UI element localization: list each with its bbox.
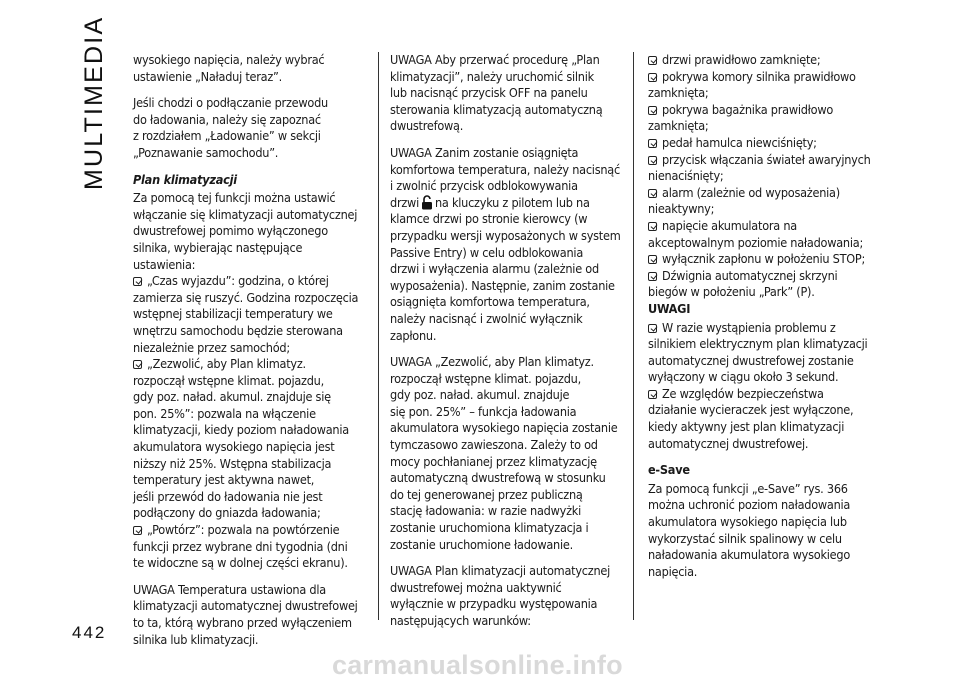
section-title: MULTIMEDIA	[80, 15, 108, 190]
unlock-icon	[421, 195, 433, 210]
list-item: przycisk włączania świateł awaryjnych nienaciśnięty;	[648, 151, 871, 184]
bullet-icon	[648, 189, 657, 198]
bullet-icon	[133, 360, 142, 369]
list-item: „Czas wyjazdu”: godzina, o której zamierza się ruszyć. Godzina rozpoczęcia wstępnej stabilizacji temperatury we wnętrzu samochodu będzie sterowana niezależnie przez samochód;	[133, 273, 359, 355]
paragraph: Za pomocą tej funkcji można ustawić włączanie się klimatyzacji automatycznej dwustrefowej pomimo wyłączonego silnika, wybierając następujące ustawienia:	[133, 190, 358, 272]
bullet-icon	[133, 526, 142, 535]
column-divider	[633, 52, 634, 620]
text-column-1	[133, 52, 373, 658]
list-item: wyłącznik zapłonu w położeniu STOP;	[648, 251, 888, 268]
paragraph: Jeśli chodzi o podłączanie przewodu do ładowania, należy się zapoznać z rozdziałem „Ładowanie” w sekcji „Poznawanie samochodu”.	[133, 95, 328, 160]
bullet-icon	[648, 73, 657, 82]
bullet-icon	[648, 156, 657, 165]
bullet-icon	[648, 222, 657, 231]
list-item: Ze względów bezpieczeństwa działanie wycieraczek jest wyłączone, kiedy aktywny jest plan klimatyzacji automatycznej dwustrefowej.	[648, 385, 854, 451]
paragraph: Za pomocą funkcji „e-Save” rys. 366 można uchronić poziom naładowania akumulatora wysokiego napięcia lub wykorzystać silnik spalinowy w celu naładowania akumulatora wysokiego napięcia.	[648, 480, 851, 579]
list-item: drzwi prawidłowo zamknięte;	[648, 52, 888, 69]
paragraph: UWAGA Aby przerwać procedurę „Plan klimatyzacji”, należy uruchomić silnik lub nacisnąć przycisk OFF na panelu sterowania klimatyzacją automatyczną dwustrefową.	[390, 52, 603, 134]
bullet-icon	[648, 390, 657, 399]
paragraph: wysokiego napięcia, należy wybrać ustawienie „Naładuj teraz”.	[133, 52, 325, 84]
bullet-icon	[133, 277, 142, 286]
paragraph: UWAGA Zanim zostanie osiągnięta komfortowa temperatura, należy nacisnąć i zwolnić przycisk odblokowywania drzwi na kluczyku z pilotem lub na klamce drzwi po stronie kierowcy (w przypadku wersji wyposażonych w system Passive Entry) w celu odblokowania drzwi i wyłączenia alarmu (zależnie od wyposażenia). Następnie, zanim zostanie osiągnięta komfortowa temperatura, należy nacisnąć i zwolnić wyłącznik zapłonu.	[390, 144, 621, 343]
list-item: alarm (zależnie od wyposażenia) nieaktywny;	[648, 184, 840, 217]
bullet-icon	[648, 56, 657, 65]
list-item: pokrywa bagażnika prawidłowo zamknięta;	[648, 101, 834, 134]
bullet-icon	[648, 106, 657, 115]
list-item: pokrywa komory silnika prawidłowo zamknięta;	[648, 68, 856, 101]
list-item: W razie wystąpienia problemu z silnikiem elektrycznym plan klimatyzacji automatycznej dwustrefowej zostanie wyłączony w ciągu około 3 sekund.	[648, 319, 868, 385]
bullet-icon	[648, 272, 657, 281]
paragraph: UWAGA „Zezwolić, aby Plan klimatyz. rozpoczął wstępne klimat. pojazdu, gdy poz. naład. akumul. znajduje się pon. 25%” – funkcja ładowania akumulatora wysokiego napięcia zostanie tymczasowo zawieszona. Zależy to od mocy pochłanianej przez klimatyzację automatyczną dwustrefową w stosunku do tej generowanej przez publiczną stację ładowania: w razie nadwyżki zostanie uruchomiona klimatyzacja i zostanie uruchomione ładowanie.	[390, 354, 618, 552]
watermark: carmanualsonline.info	[332, 650, 623, 680]
list-item: „Powtórz”: pozwala na powtórzenie funkcji przez wybrane dni tygodnia (dni te widoczne są w dolnej części ekranu).	[133, 522, 348, 571]
paragraph: UWAGA Plan klimatyzacji automatycznej dwustrefowej można uaktywnić wyłącznie w przypadku występowania następujących warunków:	[390, 563, 611, 628]
paragraph: UWAGA Temperatura ustawiona dla klimatyzacji automatycznej dwustrefowej to ta, którą wybrano przed wyłączeniem silnika lub klimatyzacji.	[133, 581, 358, 647]
bullet-icon	[648, 139, 657, 148]
list-item: Dźwignia automatycznej skrzyni biegów w położeniu „Park” (P).	[648, 267, 838, 300]
heading-plan-klimatyzacji: Plan klimatyzacji	[133, 171, 237, 187]
bullet-icon	[648, 255, 657, 264]
list-item: napięcie akumulatora na akceptowalnym poziomie naładowania;	[648, 217, 864, 250]
text-column-3	[648, 52, 888, 590]
heading-e-save: e-Save	[648, 462, 690, 478]
bullet-icon	[648, 324, 657, 333]
text-column-2	[390, 52, 628, 640]
list-item: pedał hamulca niewciśnięty;	[648, 135, 888, 152]
list-item: „Zezwolić, aby Plan klimatyz. rozpoczął wstępne klimat. pojazdu, gdy poz. naład. akumul. znajduje się pon. 25%”: pozwala na włączenie klimatyzacji, kiedy poziom naładowania akumulatora wysokiego napięcia jest niższy niż 25%. Wstępna stabilizacja temperatury jest aktywna nawet, jeśli przewód do ładowania nie jest podłączony do gniazda ładowania;	[133, 356, 349, 521]
heading-uwagi: UWAGI	[648, 300, 691, 316]
page-number: 442	[72, 623, 107, 642]
column-divider	[378, 52, 379, 620]
